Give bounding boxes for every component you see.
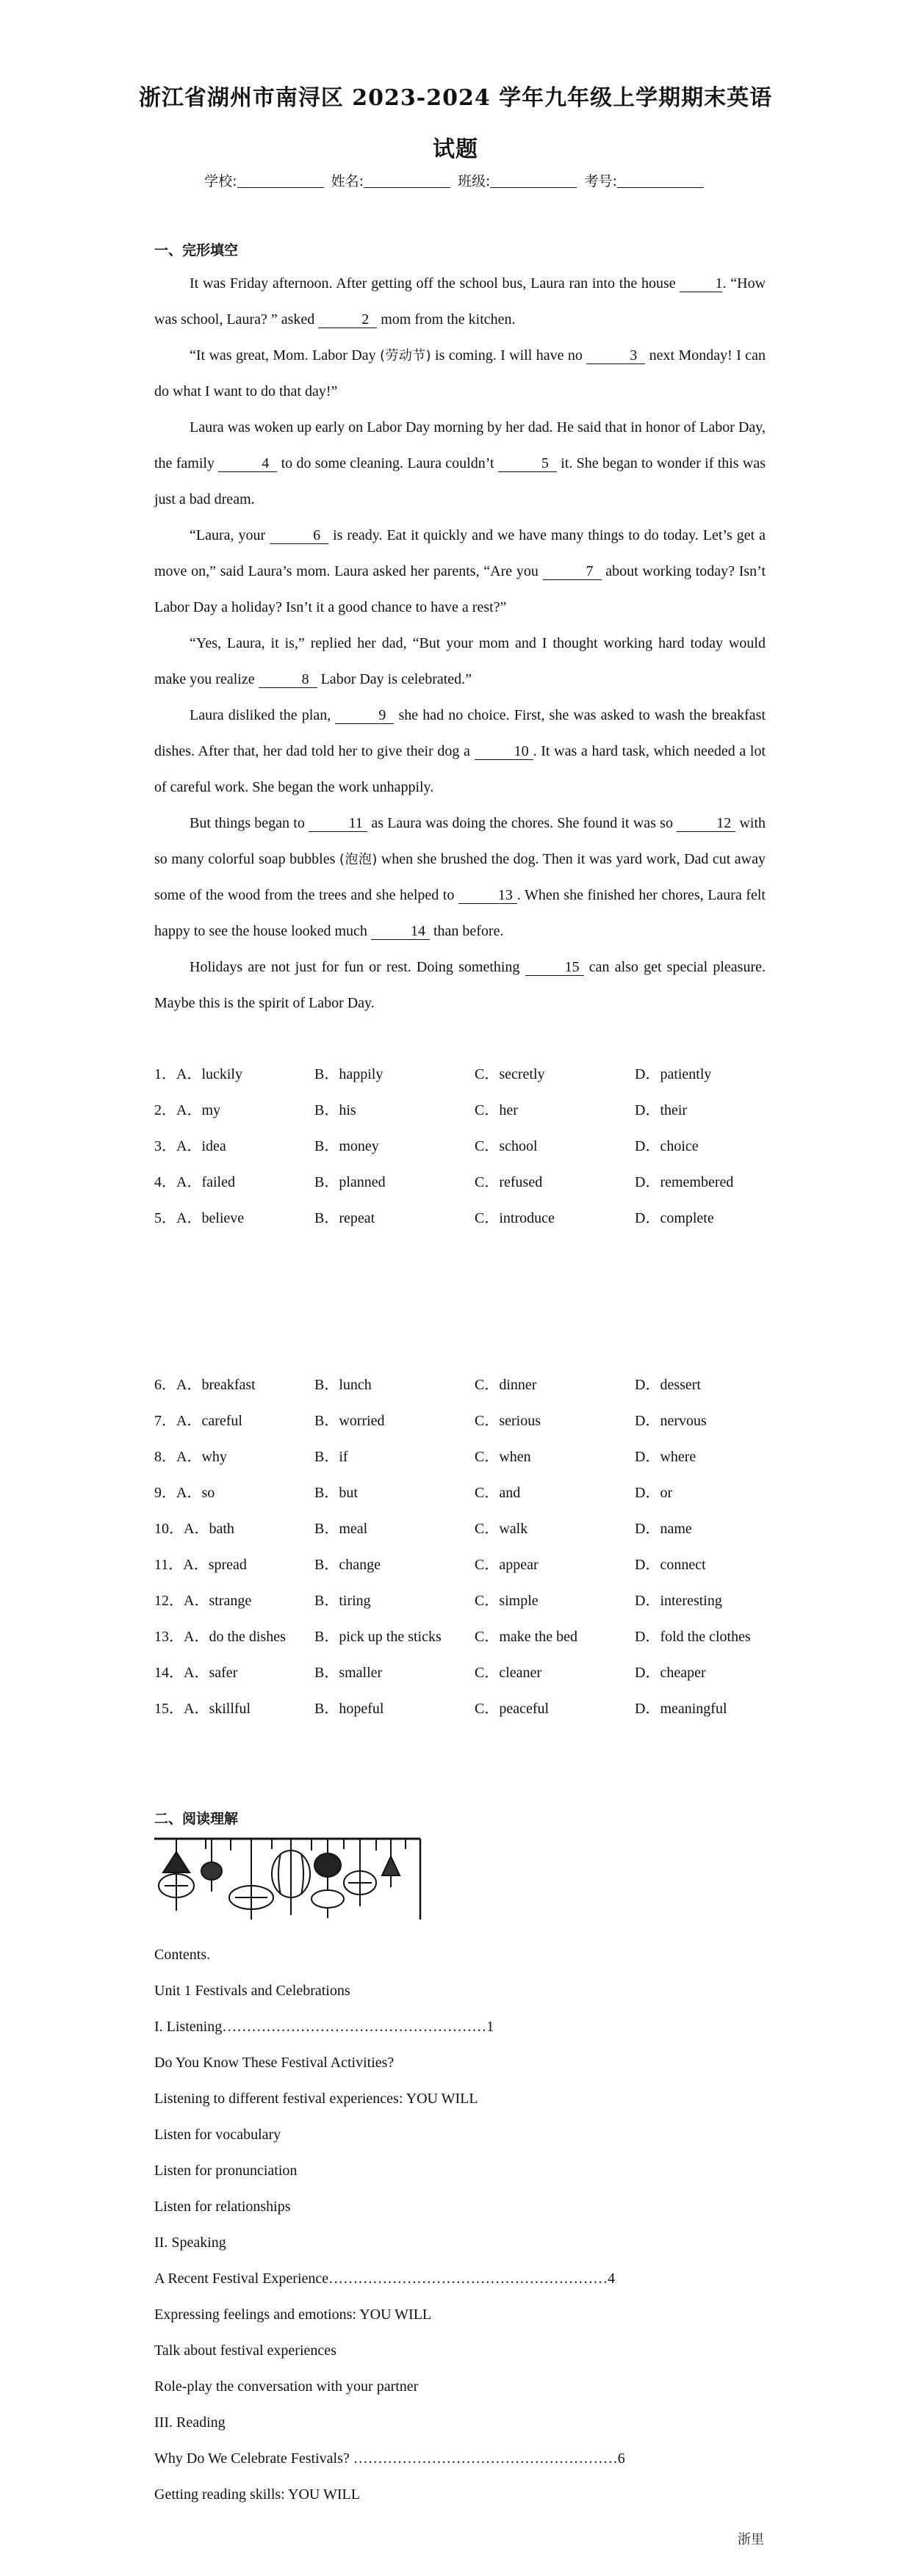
section-heading-reading: 二、阅读理解 (154, 1811, 239, 1827)
toc-line: III. Reading (154, 2414, 226, 2431)
blank-8: 8 (259, 671, 317, 688)
name-label: 姓名: (331, 173, 364, 189)
school-label: 学校: (204, 173, 237, 189)
question-options-7: 7．A．careful B．worried C．serious D．nervous (154, 1413, 707, 1429)
question-options-15: 15．A．skillful B．hopeful C．peaceful D．meaningful (154, 1701, 727, 1717)
exam-no-blank[interactable] (617, 174, 704, 188)
student-info-line (0, 170, 911, 190)
class-label: 班级: (458, 173, 491, 189)
school-blank[interactable] (237, 174, 324, 188)
blank-2: 2 (318, 311, 377, 328)
options-group-2 (154, 1372, 786, 1732)
toc-line: Role-play the conversation with your partner (154, 2378, 419, 2395)
question-options-12: 12．A．strange B．tiring C．simple D．interesting (154, 1593, 722, 1609)
lanterns-illustration (154, 1834, 422, 1922)
passage-paragraph: It was Friday afternoon. After getting off the school bus, Laura ran into the house 1. “How was school, Laura? ” asked 2 mom from the kitchen. (154, 275, 766, 328)
class-blank[interactable] (490, 174, 577, 188)
passage-paragraph: But things began to 11 as Laura was doing the chores. She found it was so 12 with so many colorful soap bubbles (泡泡) when she brushed the dog. Then it was yard work, Dad cut away some of the wood from the trees and she helped to 13 . When she finished her chores, Laura felt happy to see the house looked much 14 than before. (154, 815, 766, 939)
blank-1: 1 (680, 275, 722, 292)
name-blank[interactable] (364, 174, 450, 188)
blank-5: 5 (498, 455, 557, 472)
question-options-8: 8．A．why B．if C．when D．where (154, 1449, 696, 1465)
question-options-5: 5．A．believe B．repeat C．introduce D．complete (154, 1210, 714, 1226)
toc-line: Talk about festival experiences (154, 2342, 336, 2359)
toc-line: Do You Know These Festival Activities? (154, 2055, 395, 2071)
blank-10: 10 (475, 743, 533, 760)
toc-line: II. Speaking (154, 2235, 226, 2251)
question-options-14: 14．A．safer B．smaller C．cleaner D．cheaper (154, 1665, 706, 1681)
page-footer: 浙里 (738, 2532, 764, 2547)
exam-title-line2: 试题 (433, 137, 478, 162)
question-options-9: 9．A．so B．but C．and D．or (154, 1485, 673, 1501)
question-options-4: 4．A．failed B．planned C．refused D．remembered (154, 1174, 734, 1190)
blank-7: 7 (543, 563, 602, 580)
passage-paragraph: Laura was woken up early on Labor Day morning by her dad. He said that in honor of Labor Day, the family 4 to do some cleaning. Laura couldn’t 5 it. She began to wonder if this was just a bad dream. (154, 419, 766, 507)
exam-title-line1: 浙江省湖州市南浔区 2023-2024 学年九年级上学期期末英语 (138, 85, 773, 111)
toc-line: Contents. (154, 1947, 211, 1963)
blank-3: 3 (586, 347, 645, 364)
question-options-10: 10．A．bath B．meal C．walk D．name (154, 1521, 692, 1537)
toc-line: I. Listening………………………………………………1 (154, 2019, 494, 2035)
options-group-1 (154, 1062, 786, 1242)
cloze-passage (154, 266, 766, 1021)
toc-line: A Recent Festival Experience…………………………………………………4 (154, 2271, 616, 2287)
toc-line: Why Do We Celebrate Festivals? ………………………………………………6 (154, 2450, 625, 2467)
toc-line: Listen for relationships (154, 2199, 291, 2215)
blank-6: 6 (270, 527, 328, 544)
blank-11: 11 (309, 815, 367, 832)
blank-15: 15 (525, 959, 584, 976)
toc-line: Expressing feelings and emotions: YOU WILL (154, 2307, 432, 2323)
question-options-13: 13．A．do the dishes B．pick up the sticks C．make the bed D．fold the clothes (154, 1629, 751, 1645)
question-options-11: 11．A．spread B．change C．appear D．connect (154, 1557, 706, 1573)
contents-list (154, 1937, 815, 2513)
question-options-1: 1．A．luckily B．happily C．secretly D．patiently (154, 1066, 712, 1082)
blank-9: 9 (335, 707, 394, 724)
passage-paragraph: Laura disliked the plan, 9 she had no choice. First, she was asked to wash the breakfast dishes. After that, her dad told her to give their dog a 10 . It was a hard task, which needed a lot of careful work. She began the work unhappily. (154, 707, 766, 795)
question-options-6: 6．A．breakfast B．lunch C．dinner D．dessert (154, 1377, 701, 1393)
toc-line: Unit 1 Festivals and Celebrations (154, 1983, 350, 1999)
toc-line: Listen for vocabulary (154, 2127, 281, 2143)
blank-13: 13 (458, 887, 517, 904)
passage-paragraph: Holidays are not just for fun or rest. Doing something 15 can also get special pleasure. Maybe this is the spirit of Labor Day. (154, 959, 766, 1011)
blank-12: 12 (677, 815, 735, 832)
exam-no-label: 考号: (584, 173, 617, 189)
section-heading-cloze: 一、完形填空 (154, 242, 239, 258)
passage-paragraph: “It was great, Mom. Labor Day (劳动节) is coming. I will have no 3 next Monday! I can do what I want to do that day!” (154, 347, 766, 399)
blank-4: 4 (218, 455, 277, 472)
toc-line: Getting reading skills: YOU WILL (154, 2486, 360, 2503)
question-options-2: 2．A．my B．his C．her D．their (154, 1102, 688, 1118)
question-options-3: 3．A．idea B．money C．school D．choice (154, 1138, 699, 1154)
toc-line: Listening to different festival experiences: YOU WILL (154, 2091, 478, 2107)
passage-paragraph: “Laura, your 6 is ready. Eat it quickly and we have many things to do today. Let’s get a move on,” said Laura’s mom. Laura asked her parents, “Are you 7 about working today? Isn’t Labor Day a holiday? Isn’t it a good chance to have a rest?” (154, 527, 766, 615)
blank-14: 14 (371, 923, 430, 940)
passage-paragraph: “Yes, Laura, it is,” replied her dad, “But your mom and I thought working hard today would make you realize 8 Labor Day is celebrated.” (154, 635, 766, 687)
toc-line: Listen for pronunciation (154, 2163, 298, 2179)
